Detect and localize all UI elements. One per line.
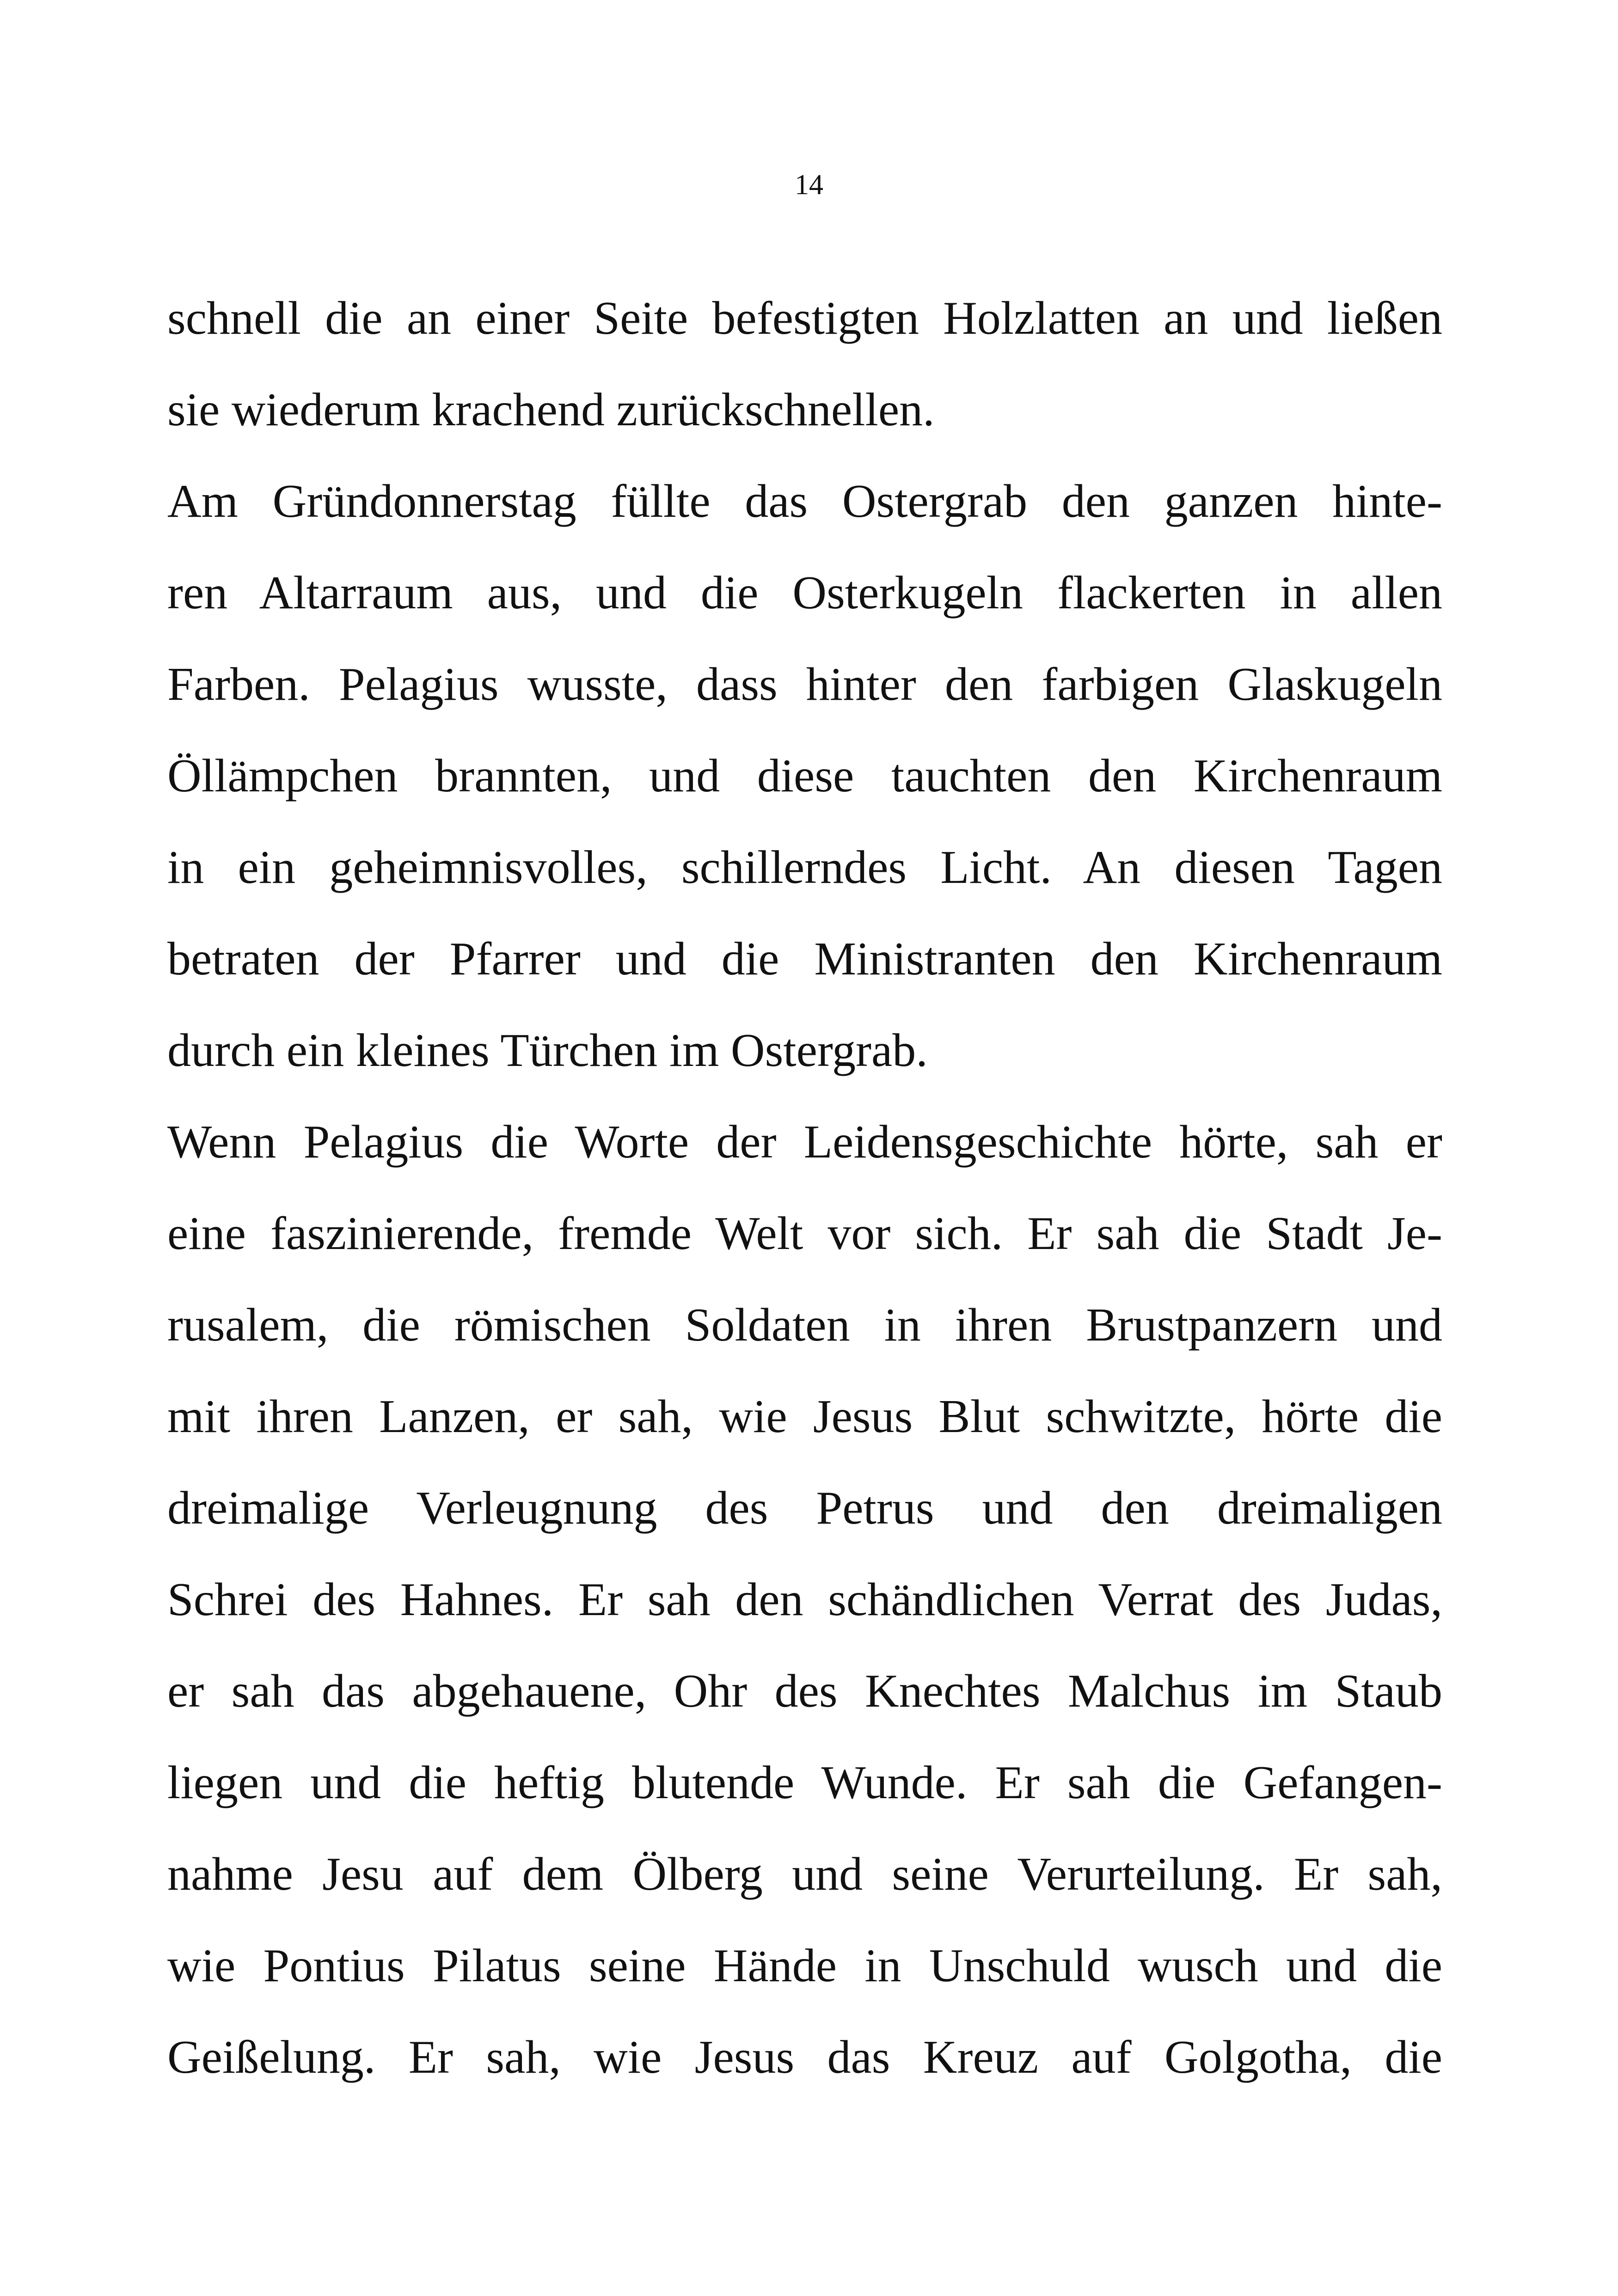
text-line: eine faszinierende, fremde Welt vor sich. Er sah die Stadt Je-: [167, 1207, 1442, 1260]
text-line: Farben. Pelagius wusste, dass hinter den farbigen Glaskugeln: [167, 658, 1442, 710]
text-line: in ein geheimnisvolles, schillerndes Licht. An diesen Tagen: [167, 841, 1442, 894]
text-line: Schrei des Hahnes. Er sah den schändlichen Verrat des Judas,: [167, 1574, 1442, 1626]
text-line: er sah das abgehauene, Ohr des Knechtes Malchus im Staub: [167, 1665, 1442, 1717]
text-line: sie wiederum krachend zurückschnellen.: [167, 384, 935, 436]
text-line: wie Pontius Pilatus seine Hände in Unschuld wusch und die: [167, 1940, 1442, 1992]
text-line: betraten der Pfarrer und die Ministranten den Kirchenraum: [167, 933, 1442, 985]
text-line: liegen und die heftig blutende Wunde. Er sah die Gefangen-: [167, 1757, 1442, 1809]
text-line: durch ein kleines Türchen im Ostergrab.: [167, 1024, 928, 1077]
text-line: ren Altarraum aus, und die Osterkugeln flackerten in allen: [167, 567, 1442, 619]
text-line: Am Gründonnerstag füllte das Ostergrab den ganzen hinte-: [167, 475, 1442, 527]
text-line: schnell die an einer Seite befestigten Holzlatten an und ließen: [167, 292, 1442, 344]
text-line: nahme Jesu auf dem Ölberg und seine Verurteilung. Er sah,: [167, 1848, 1442, 1900]
text-line: rusalem, die römischen Soldaten in ihren Brustpanzern und: [167, 1299, 1442, 1351]
body-text: [167, 273, 1442, 2103]
text-line: mit ihren Lanzen, er sah, wie Jesus Blut schwitzte, hörte die: [167, 1390, 1442, 1443]
text-line: dreimalige Verleugnung des Petrus und den dreimaligen: [167, 1482, 1442, 1534]
page-number: 14: [795, 169, 823, 201]
text-line: Wenn Pelagius die Worte der Leidensgeschichte hörte, sah er: [167, 1116, 1442, 1168]
text-line: Geißelung. Er sah, wie Jesus das Kreuz auf Golgotha, die: [167, 2031, 1442, 2083]
text-line: Öllämpchen brannten, und diese tauchten den Kirchenraum: [167, 750, 1442, 802]
